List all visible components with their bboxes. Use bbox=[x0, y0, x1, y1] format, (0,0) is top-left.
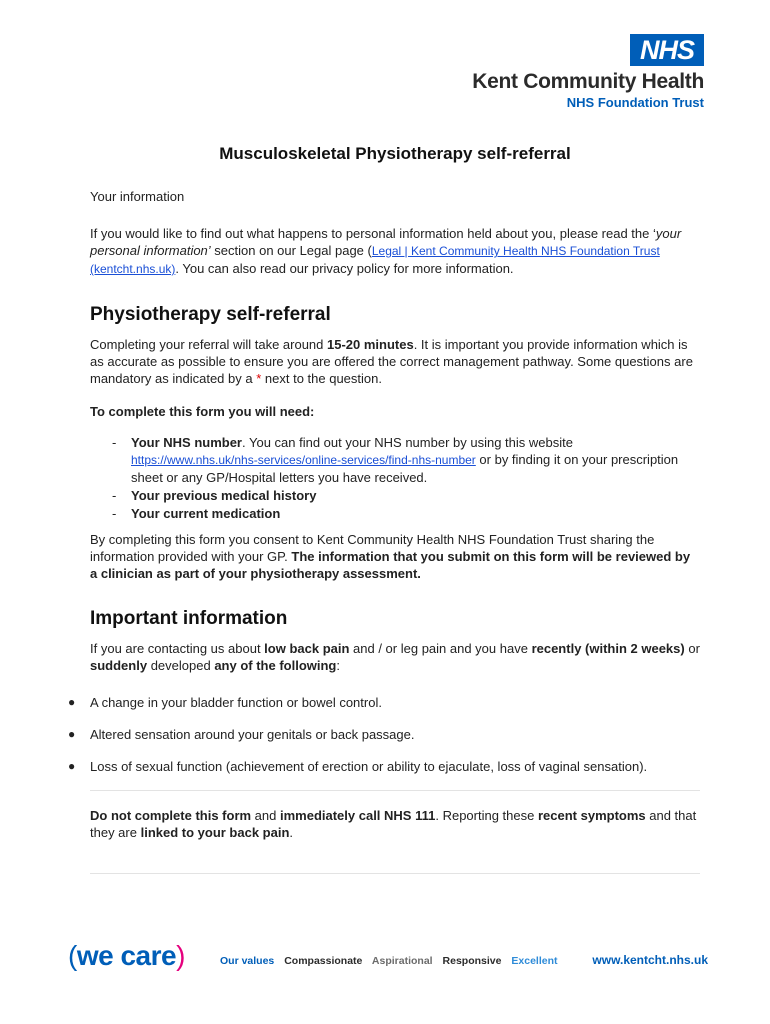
mandatory-asterisk: * bbox=[256, 371, 262, 386]
divider bbox=[90, 873, 700, 874]
legal-page-link[interactable]: Legal | Kent Community Health NHS Foundation Trust (kentcht.nhs.uk) bbox=[90, 244, 660, 276]
values-strip: Our values Compassionate Aspirational Responsive Excellent bbox=[220, 955, 558, 967]
bullet-icon: ● bbox=[68, 727, 76, 741]
bullet-icon: ● bbox=[68, 759, 76, 773]
page-title: Musculoskeletal Physiotherapy self-referral bbox=[219, 144, 571, 163]
list-item: - Your NHS number. You can find out your NHS number by using this website https://www.nhs.uk/nhs-services/online-services/find-nhs-number or by finding it on your prescription sheet or any GP/Hospital letters you have received. bbox=[112, 435, 679, 485]
list-item: ● A change in your bladder function or bowel control. bbox=[68, 695, 382, 710]
nhs-badge: NHS bbox=[630, 34, 704, 66]
need-list bbox=[112, 434, 700, 522]
list-item: - Your previous medical history bbox=[112, 488, 317, 503]
warning-paragraph: Do not complete this form and immediately call NHS 111. Reporting these recent symptoms and that they are linked to your back pain. bbox=[90, 808, 697, 840]
your-information-heading: Your information bbox=[90, 189, 185, 204]
bullet-icon: ● bbox=[68, 695, 76, 709]
document-body bbox=[68, 144, 700, 874]
org-subtitle: NHS Foundation Trust bbox=[566, 95, 704, 110]
org-name: Kent Community Health bbox=[472, 70, 704, 93]
important-heading: Important information bbox=[90, 608, 288, 629]
find-nhs-number-link[interactable]: https://www.nhs.uk/nhs-services/online-services/find-nhs-number bbox=[131, 453, 476, 467]
footer bbox=[68, 940, 708, 984]
divider bbox=[90, 790, 700, 791]
referral-intro: Completing your referral will take around 15-20 minutes. It is important you provide information which is as accurate as possible to ensure you are offered the correct management pathway. Some questions are mandatory as indicated by a * next to the question. bbox=[90, 337, 693, 386]
list-item: ● Altered sensation around your genitals or back passage. bbox=[68, 727, 415, 742]
website-link[interactable]: www.kentcht.nhs.uk bbox=[592, 953, 708, 967]
nhs-logo bbox=[444, 34, 704, 114]
need-heading: To complete this form you will need: bbox=[90, 404, 315, 419]
red-flag-list bbox=[68, 694, 700, 775]
list-item: ● Loss of sexual function (achievement of erection or ability to ejaculate, loss of vaginal sensation). bbox=[68, 759, 648, 774]
privacy-paragraph: If you would like to find out what happens to personal information held about you, please read the ‘your personal information’ section on our Legal page (Legal | Kent Community Health NHS Foundation Trust (kentcht.nhs.uk). You can also read our privacy policy for more information. bbox=[90, 226, 682, 276]
list-item: - Your current medication bbox=[112, 506, 281, 521]
we-care-logo: (we care) bbox=[68, 940, 185, 971]
consent-paragraph: By completing this form you consent to Kent Community Health NHS Foundation Trust sharing the information provided with your GP. The information that you submit on this form will be reviewed by a clinician as part of your physiotherapy assessment. bbox=[90, 532, 691, 581]
self-referral-heading: Physiotherapy self-referral bbox=[90, 304, 331, 325]
important-intro: If you are contacting us about low back pain and / or leg pain and you have recently (within 2 weeks) or suddenly developed any of the following: bbox=[90, 641, 700, 673]
